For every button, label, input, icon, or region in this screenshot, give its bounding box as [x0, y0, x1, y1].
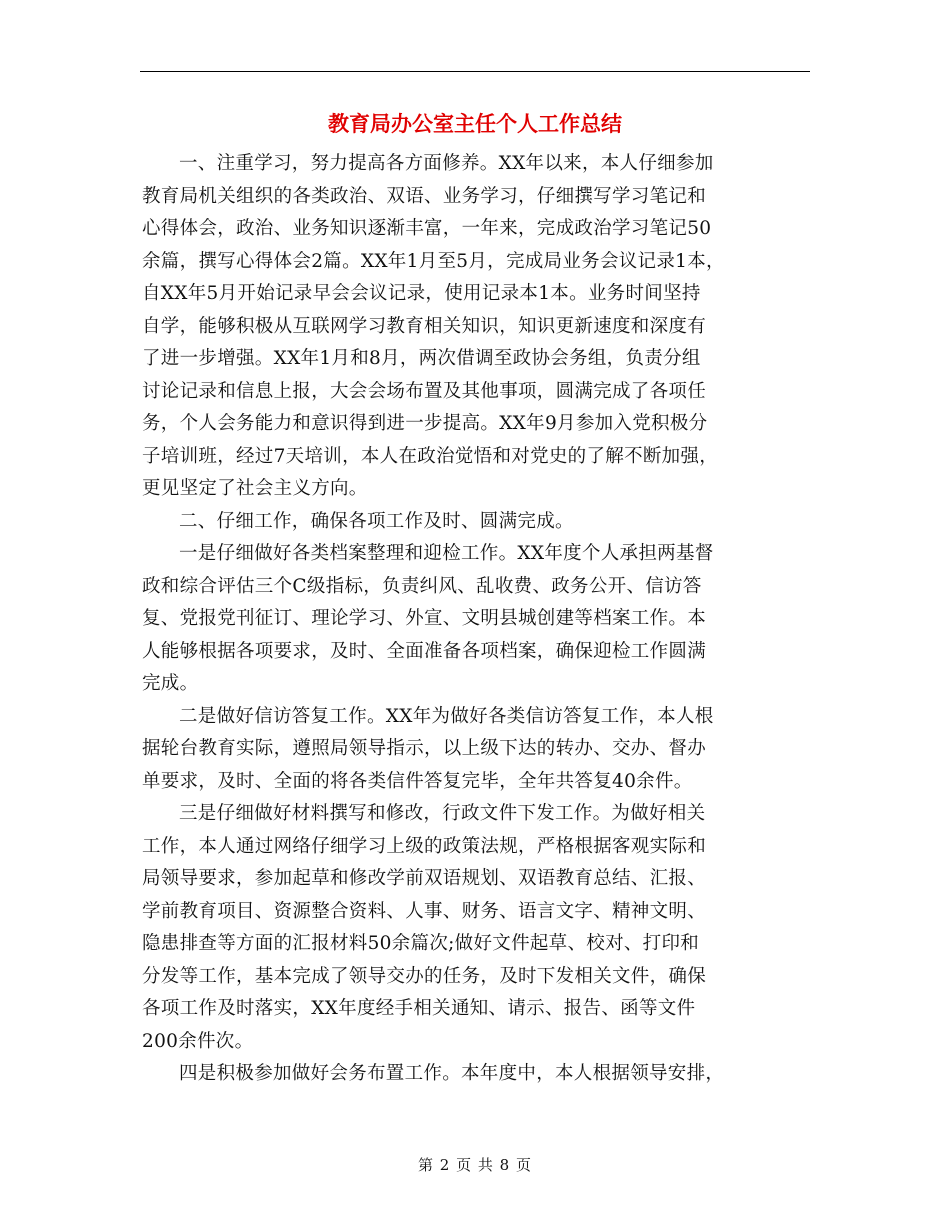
header-rule — [140, 71, 810, 72]
paragraph-meetings: 四是积极参加做好会务布置工作。本年度中，本人根据领导安排， — [179, 1063, 725, 1084]
paragraph-materials: 三是仔细做好材料撰写和修改，行政文件下发工作。为做好相关 工作，本人通过网络仔细学习上级的政策法规，严格根据客观实际和 局领导要求，参加起草和修改学前双语规划、双语教育总结、汇报、 学前教育项目、资源整合资料、人事、财务、语言文字、精神文明、 隐患排查等方面的汇报材料50余篇次;做好文件起草、校对、打印和 分发等工作，基本完成了领导交办的任务，及时下发相关文件，确保 各项工作及时落实，XX年度经手相关通知、请示、报告、函等文件 200余件次。 — [142, 803, 707, 1052]
document-title: 教育局办公室主任个人工作总结 — [328, 111, 622, 136]
paragraph-study: 一、注重学习，努力提高各方面修养。XX年以来，本人仔细参加 教育局机关组织的各类政治、双语、业务学习，仔细撰写学习笔记和 心得体会，政治、业务知识逐渐丰富，一年来，完成政治学习笔记50 余篇，撰写心得体会2篇。XX年1月至5月，完成局业务会议记录1本， 自XX年5月开始记录早会会议记录，使用记录本1本。业务时间坚持 自学，能够积极从互联网学习教育相关知识，知识更新速度和深度有 了进一步增强。XX年1月和8月，两次借调至政协会务组，负责分组 讨论记录和信息上报，大会会场布置及其他事项，圆满完成了各项任 务，个人会务能力和意识得到进一步提高。XX年9月参加入党积极分 子培训班，经过7天培训，本人在政治觉悟和对党史的了解不断加强， 更见坚定了社会主义方向。 — [142, 153, 725, 499]
paragraph-work-heading: 二、仔细工作，确保各项工作及时、圆满完成。 — [179, 510, 574, 532]
page-number-footer: 第 2 页 共 8 页 — [418, 1156, 532, 1174]
paragraph-archives: 一是仔细做好各类档案整理和迎检工作。XX年度个人承担两基督 政和综合评估三个C级指标，负责纠风、乱收费、政务公开、信访答 复、党报党刊征订、理论学习、外宣、文明县城创建等档案工作。本 人能够根据各项要求，及时、全面准备各项档案，确保迎检工作圆满 完成。 — [142, 543, 714, 694]
document-body — [142, 148, 814, 1091]
paragraph-petitions: 二是做好信访答复工作。XX年为做好各类信访答复工作，本人根 据轮台教育实际，遵照局领导指示，以上级下达的转办、交办、督办 单要求，及时、全面的将各类信件答复完毕，全年共答复40余件。 — [142, 705, 714, 792]
